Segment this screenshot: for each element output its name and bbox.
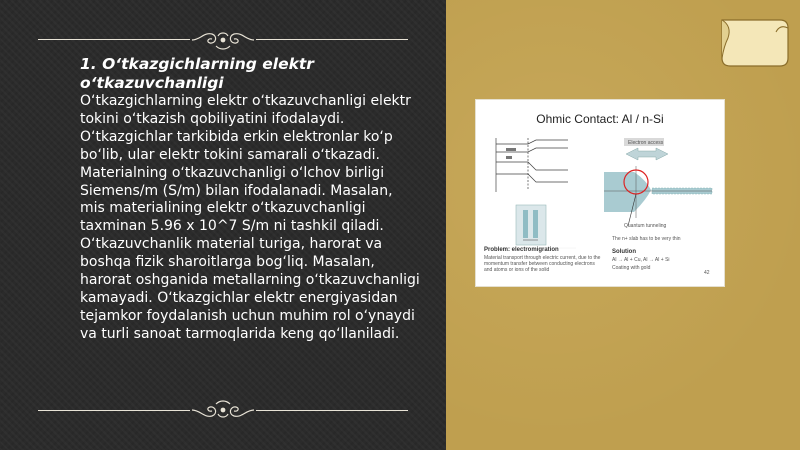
barrier-note: The n+ slab has to be very thin — [612, 236, 681, 242]
bottom-divider-line-right — [256, 410, 408, 411]
top-divider-line-right — [256, 39, 408, 40]
figure-title: Ohmic Contact: Al / n-Si — [536, 112, 664, 126]
figure-page-number: 42 — [704, 270, 710, 276]
top-flourish-icon — [190, 28, 256, 52]
solution-line-2: Coating with gold — [612, 265, 651, 271]
ohmic-contact-figure — [475, 99, 725, 287]
problem-heading: Problem: electromigration — [484, 247, 559, 253]
bottom-divider-line-left — [38, 410, 190, 411]
slide-title: 1. O‘tkazgichlarning elektr o‘tkazuvchanligi — [80, 55, 314, 92]
slide-body-text: O‘tkazgichlarning elektr o‘tkazuvchanligi elektr tokini o‘tkazish qobiliyatini ifodalaydi. O‘tkazgichlar tarkibida erkin elektronlar ko‘p bo‘lib, ular elektr tokini samarali o‘tkazadi. Materialning o‘tkazuvchanligi o‘lchov birligi Siemens/m (S/m) bilan ifodalanadi. Masalan, mis materialining elektr o‘tkazuvchanligi taxminan 5.96 x 10^7 S/m ni tashkil qiladi. O‘tkazuvchanlik material turiga, harorat va boshqa fizik sharoitlarga bog‘liq. Masalan, harorat oshganida metallarning o‘tkazuvchanligi kamayadi. O‘tkazgichlar elektr energiyasidan tejamkor foydalanish uchun muhim rol o‘ynaydi va turli sanoat tarmoqlarida keng qo‘llaniladi. — [80, 93, 420, 342]
problem-text: Material transport through electric current, due to the momentum transfer between conducting electrons and atoms or ions of the solid — [484, 255, 601, 273]
solution-heading: Solution — [612, 249, 636, 255]
bottom-flourish-icon — [190, 398, 256, 422]
top-divider-line-left — [38, 39, 190, 40]
quantum-tunneling-label: Quantum tunneling — [624, 223, 667, 229]
page-curl-icon — [718, 18, 792, 70]
solution-line-1: Al → Al + Cu, Al → Al + Si — [612, 257, 670, 263]
electron-access-label: Electron access — [628, 140, 664, 146]
